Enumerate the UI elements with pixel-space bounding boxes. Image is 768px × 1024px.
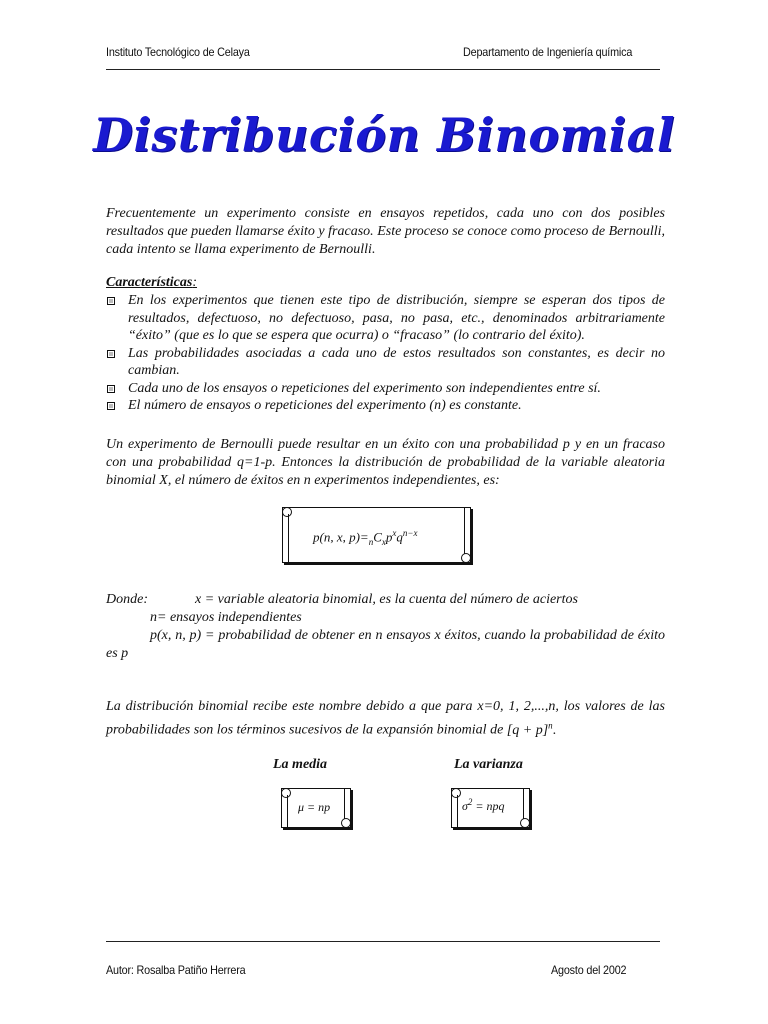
- checkbox-bullet-icon: [107, 402, 115, 410]
- x-definition: x = variable aleatoria binomial, es la cuenta del número de aciertos: [195, 592, 578, 607]
- variance-formula: $\sigma^2$ = npq: [462, 797, 505, 813]
- mean-heading: La media: [273, 757, 328, 772]
- footer-date: Agosto del 2002: [551, 963, 627, 977]
- n-definition: n= ensayos independientes: [150, 610, 302, 625]
- list-item: El número de ensayos o repeticiones del experimento (n) es constante.: [106, 397, 665, 415]
- donde-label: Donde:: [106, 592, 148, 607]
- main-formula-box: [282, 507, 471, 563]
- intro-paragraph: Frecuentemente un experimento consiste en ensayos repetidos, cada uno con dos posibles resultados que pueden llamarse éxito y fracaso. Este proceso se conoce como proceso de Bernoulli, cada intento se llama experimento de Bernoulli.: [106, 206, 665, 257]
- list-item: Cada uno de los ensayos o repeticiones del experimento son independientes entre sí.: [106, 380, 665, 398]
- binomial-expansion: $[q + p]^n$.: [506, 720, 557, 738]
- checkbox-bullet-icon: [107, 297, 115, 305]
- header-divider: [106, 69, 660, 70]
- variance-heading: La varianza: [454, 757, 523, 772]
- header-institute: Instituto Tecnológico de Celaya: [106, 45, 250, 59]
- footer-author: Autor: Rosalba Patiño Herrera: [106, 963, 246, 977]
- footer-divider: [106, 941, 660, 942]
- list-item: En los experimentos que tienen este tipo de distribución, siempre se esperan dos tipos de resultados, defectuoso, no defectuoso, pasa, no pasa, etc., denominados arbitrariamente “éxito” (que es lo que se espera que ocurra) o “fracaso” (lo contrario del éxito).: [106, 292, 665, 345]
- checkbox-bullet-icon: [107, 350, 115, 358]
- p-definition: p(x, n, p) = probabilidad de obtener en n ensayos x éxitos, cuando la probabilidad de éxito es p: [106, 628, 665, 661]
- bernoulli-paragraph: Un experimento de Bernoulli puede resultar en un éxito con una probabilidad p y en un fracaso con una probabilidad q=1-p. Entonces la distribución de probabilidad de la variable aleatoria binomial X, el número de éxitos en n experimentos independientes, es:: [106, 437, 665, 488]
- variance-formula-box: [451, 788, 530, 828]
- checkbox-bullet-icon: [107, 385, 115, 393]
- naming-paragraph: La distribución binomial recibe este nombre debido a que para x=0, 1, 2,...,n, los valores de las probabilidades son los términos sucesivos de la expansión binomial de $[q + p]^n$.: [106, 699, 665, 738]
- mean-formula: μ = np: [298, 800, 331, 814]
- characteristics-list: [106, 292, 665, 415]
- binomial-formula: p(n, x, $p)=_nC_xp^xq^{n-x}$: [313, 528, 418, 547]
- mean-formula-box: [281, 788, 351, 828]
- characteristics-heading: Características:: [106, 275, 198, 290]
- page-title: Distribución Binomial: [93, 108, 675, 162]
- header-department: Departamento de Ingeniería química: [463, 45, 633, 59]
- list-item: Las probabilidades asociadas a cada uno de estos resultados son constantes, es decir no cambian.: [106, 345, 665, 380]
